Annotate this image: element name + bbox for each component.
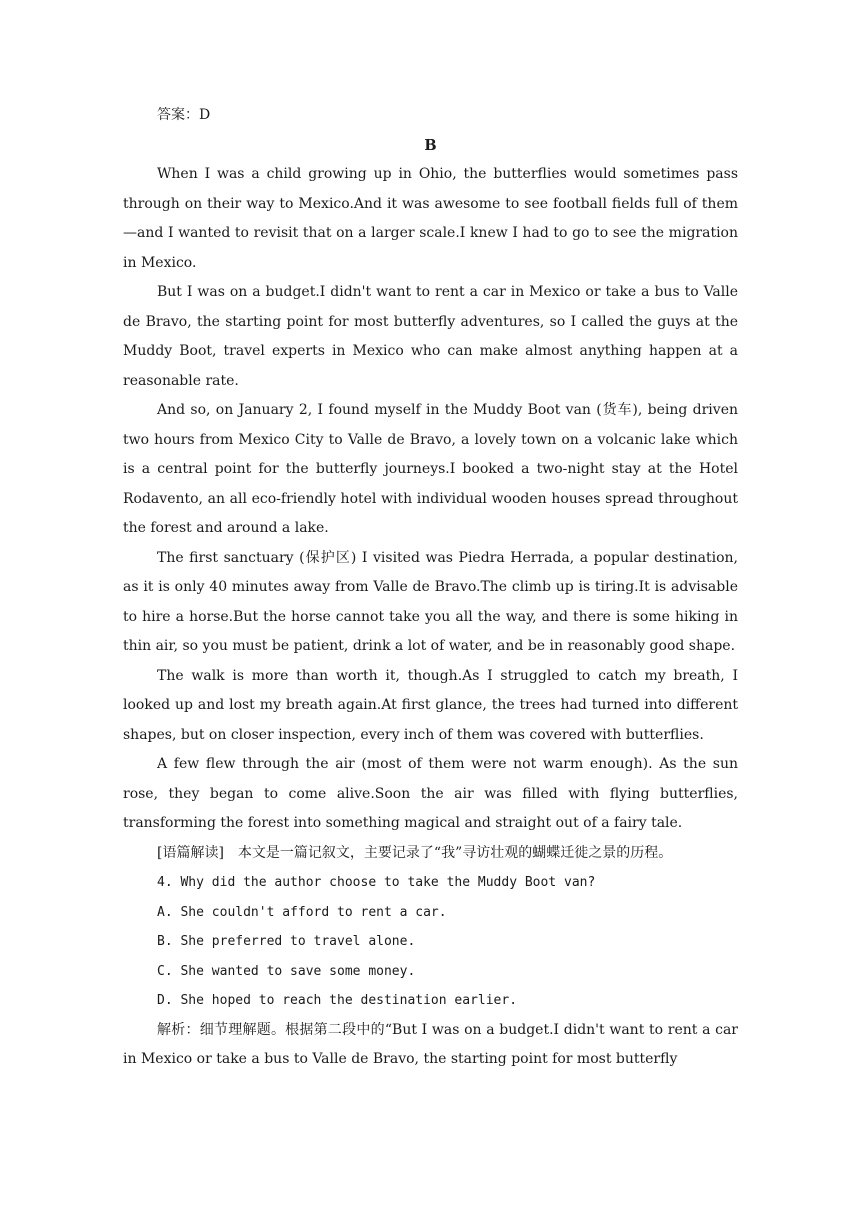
paragraph-4: The first sanctuary (保护区) I visited was Piedra Herrada, a popular destination, as it is only 40 minutes away from Valle de Bravo.The climb up is tiring.It is advisable to hire a horse.But the horse cannot take you all the way, and there is some hiking in thin air, so you must be patient, drink a lot of water, and be in reasonably good shape. [123,549,738,654]
paragraph-3: And so, on January 2, I found myself in the Muddy Boot van (货车), being driven two hours from Mexico City to Valle de Bravo, a lovely town on a volcanic lake which is a central point for the butterfly journeys.I booked a two-night stay at the Hotel Rodavento, an all eco-friendly hotel with individual wooden houses spread throughout the forest and around a lake. [123,402,738,536]
option-b: B. She preferred to travel alone. [157,934,416,949]
paragraph-2: But I was on a budget.I didn't want to rent a car in Mexico or take a bus to Valle de Bravo, the starting point for most butterfly adventures, so I called the guys at the Muddy Boot, travel experts in Mexico who can make almost anything happen at a reasonable rate. [123,284,738,389]
section-title: B [424,136,437,154]
paragraph-5: The walk is more than worth it, though.As I struggled to catch my breath, I looked up and lost my breath again.At first glance, the trees had turned into different shapes, but on closer inspection, every inch of them was covered with butterflies. [123,667,738,743]
question-4: 4. Why did the author choose to take the Muddy Boot van? [157,875,596,890]
paragraph-6: A few flew through the air (most of them were not warm enough). As the sun rose, they began to come alive.Soon the air was filled with flying butterflies, transforming the forest into something magical and straight out of a fairy tale. [123,756,738,831]
option-d: D. She hoped to reach the destination earlier. [157,993,518,1008]
analysis: 解析：细节理解题。根据第二段中的“But I was on a budget.I didn't want to rent a car in Mexico or take a bus to Valle de Bravo, the starting point for most butterfly [123,1021,738,1067]
option-c: C. She wanted to save some money. [157,963,416,979]
option-a: A. She couldn't afford to rent a car. [157,904,447,920]
paragraph-1: When I was a child growing up in Ohio, the butterflies would sometimes pass through on their way to Mexico.And it was awesome to see football fields full of them—and I wanted to revisit that on a larger scale.I knew I had to go to see the migration in Mexico. [123,166,738,271]
document-page [123,101,738,1075]
reading-note: [语篇解读] 本文是一篇记叙文，主要记录了“我”寻访壮观的蝴蝶迁徙之景的历程。 [157,844,673,861]
answer-line: 答案：D [157,107,211,123]
